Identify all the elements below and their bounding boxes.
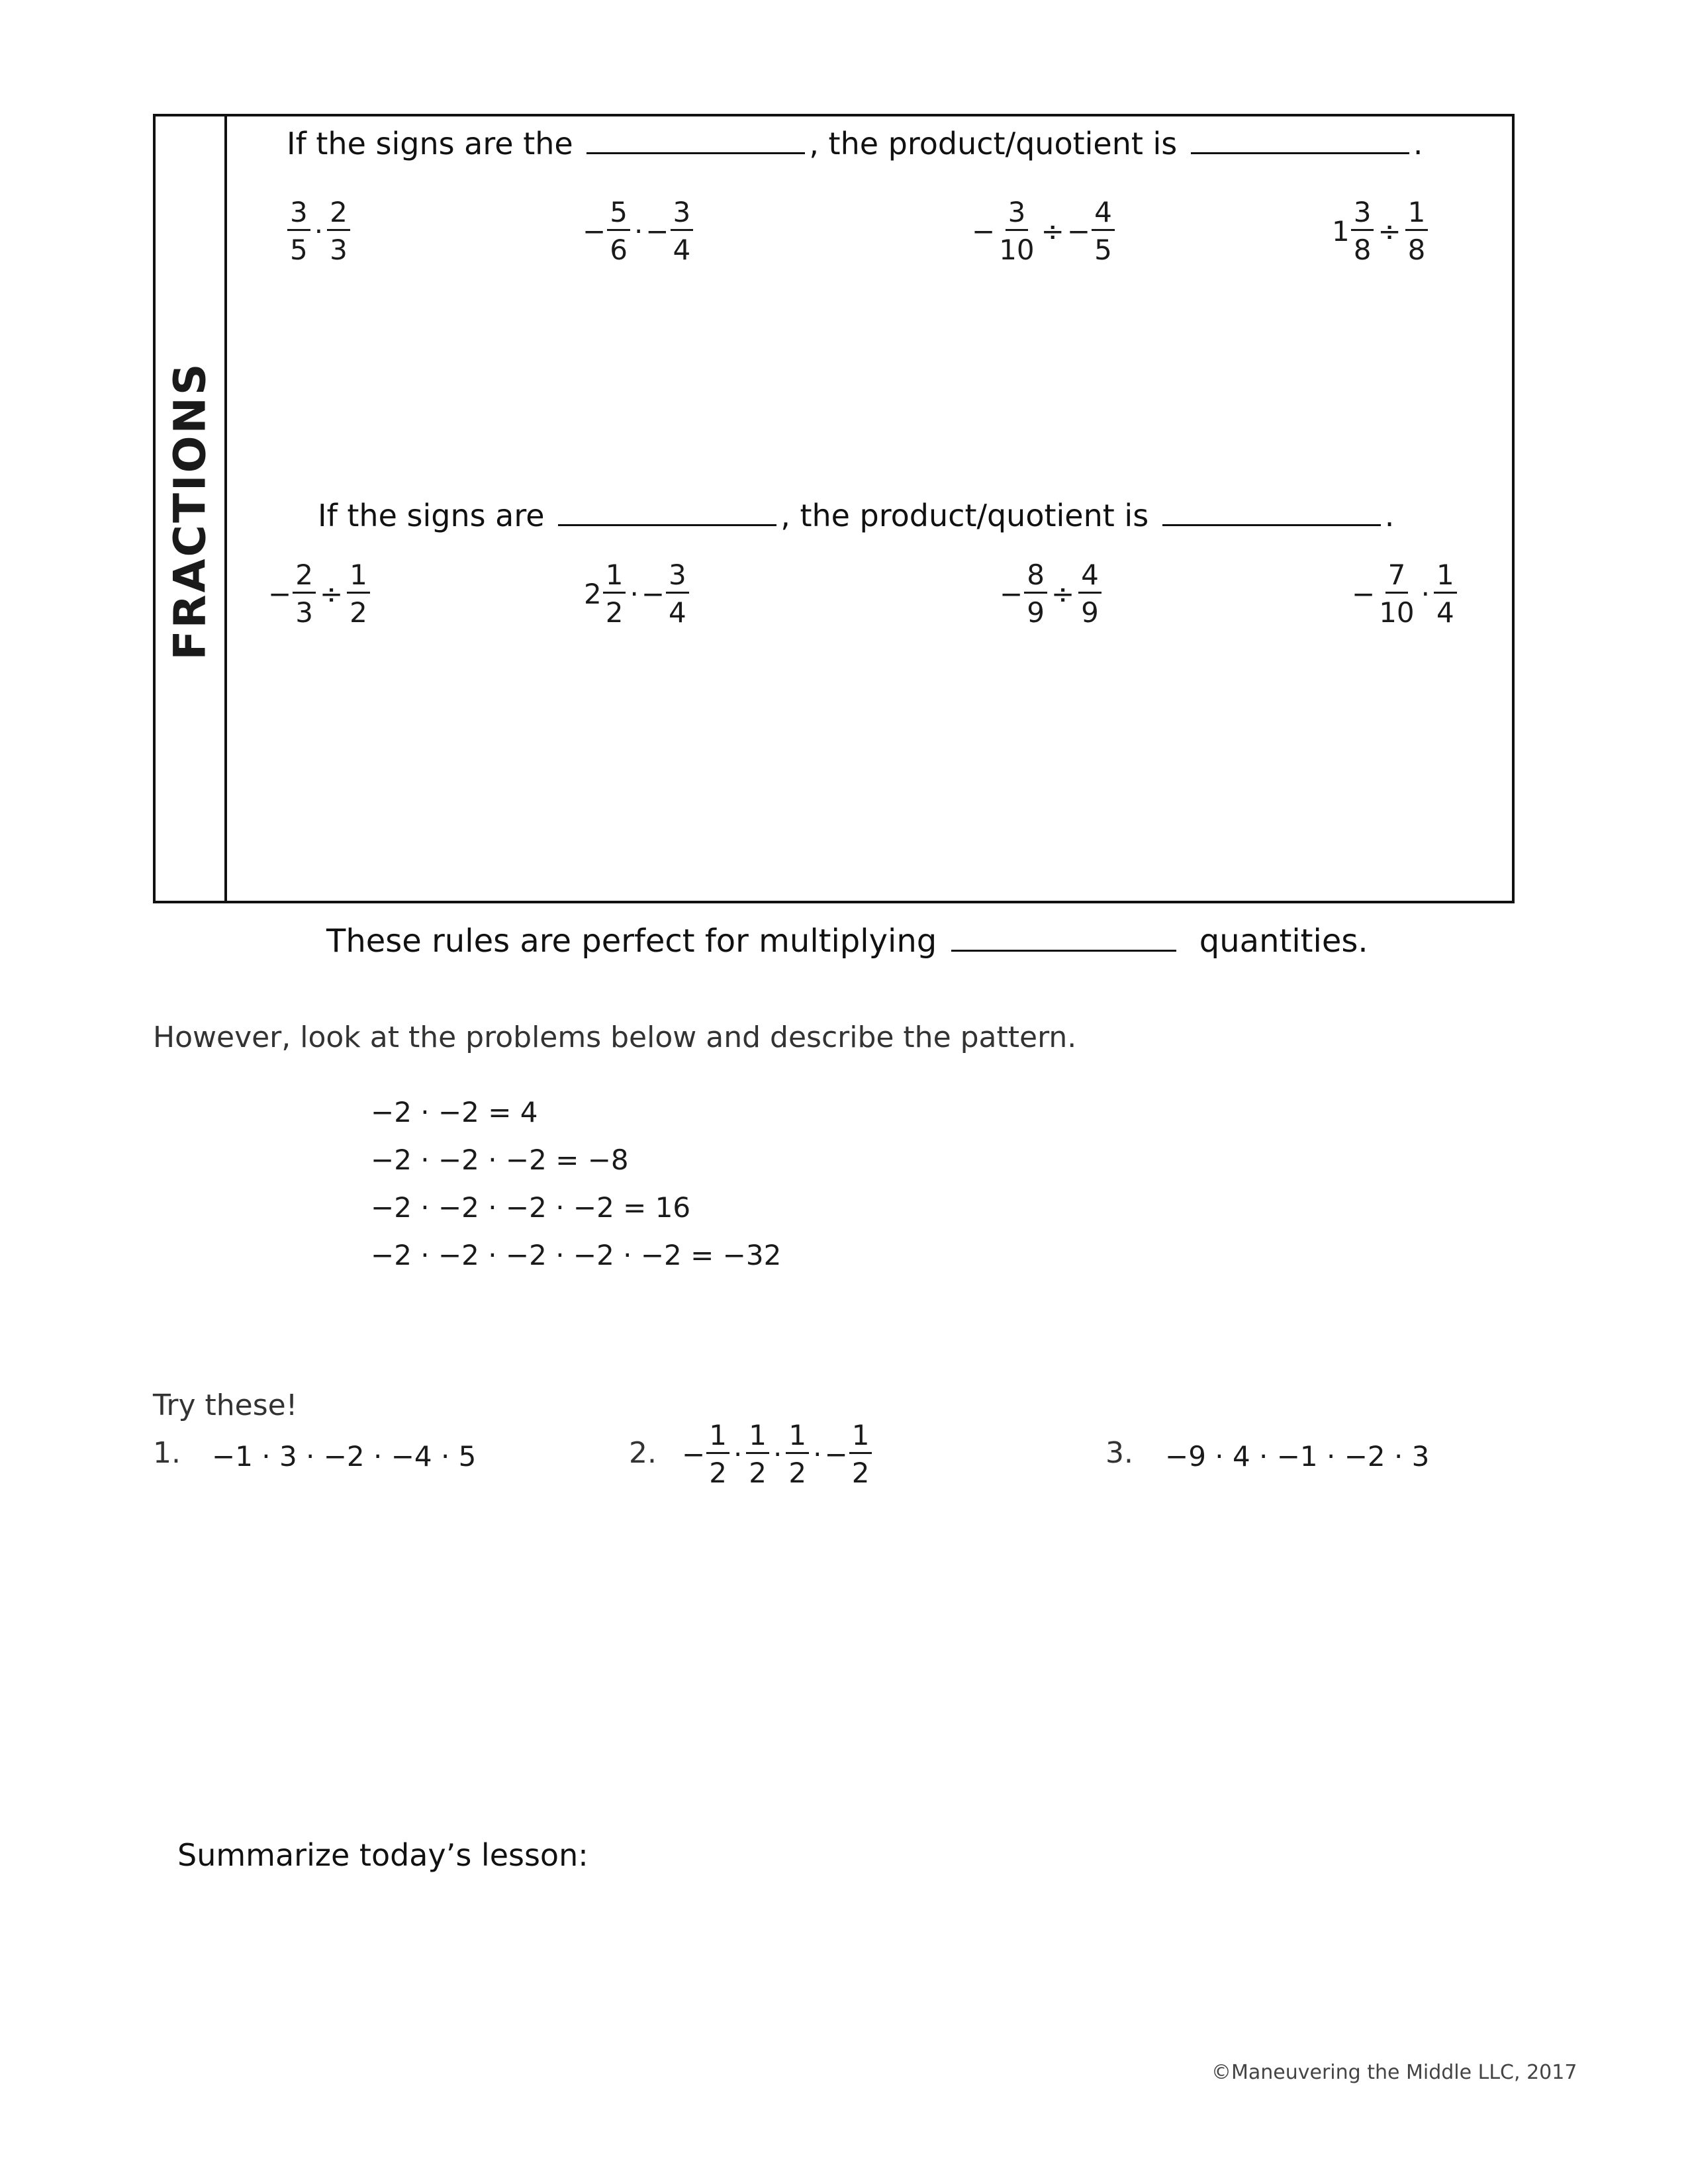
fraction-1 bbox=[603, 561, 626, 627]
numerator: 2 bbox=[327, 199, 350, 231]
fraction-2 bbox=[327, 196, 350, 266]
numerator: 3 bbox=[1351, 199, 1374, 231]
denominator: 4 bbox=[673, 234, 691, 266]
sign: − bbox=[641, 578, 665, 610]
fraction bbox=[746, 1419, 769, 1489]
rule1-end: . bbox=[1413, 126, 1423, 161]
rule-different-signs bbox=[318, 498, 1394, 533]
row2-problem bbox=[268, 561, 371, 627]
fraction-1 bbox=[1376, 561, 1417, 627]
operator: · bbox=[733, 1438, 743, 1471]
summarize-prompt: Summarize today’s lesson: bbox=[177, 1837, 588, 1873]
row1-problem bbox=[972, 196, 1116, 266]
fraction-1 bbox=[293, 561, 316, 627]
problem-1-expression: −1 · 3 · −2 · −4 · 5 bbox=[212, 1440, 477, 1473]
pattern-prompt: However, look at the problems below and describe the pattern. bbox=[153, 1021, 1077, 1054]
numerator: 1 bbox=[603, 561, 626, 594]
rule1-blank-2[interactable] bbox=[1191, 126, 1409, 154]
denominator: 9 bbox=[1081, 596, 1099, 629]
fraction bbox=[849, 1419, 872, 1489]
denominator: 2 bbox=[709, 1457, 727, 1489]
try-these-heading: Try these! bbox=[153, 1388, 298, 1422]
operator: ÷ bbox=[1051, 578, 1075, 610]
pattern-line: −2 · −2 = 4 bbox=[371, 1096, 538, 1128]
operator: · bbox=[633, 215, 643, 248]
numerator: 1 bbox=[1434, 561, 1457, 594]
prefix: − bbox=[268, 578, 292, 610]
denominator: 8 bbox=[1353, 234, 1372, 266]
rule1-blank-1[interactable] bbox=[586, 126, 805, 154]
numerator: 1 bbox=[706, 1422, 729, 1454]
fraction-1 bbox=[1351, 196, 1374, 266]
operator: · bbox=[773, 1438, 782, 1471]
row2-problem bbox=[584, 561, 690, 627]
problem-2-expression bbox=[682, 1419, 873, 1489]
numerator: 1 bbox=[849, 1422, 872, 1454]
denominator: 5 bbox=[1094, 234, 1112, 266]
rule2-text-a: If the signs are bbox=[318, 498, 545, 533]
prefix: 2 bbox=[584, 578, 602, 610]
problem-3-expression: −9 · 4 · −1 · −2 · 3 bbox=[1165, 1440, 1430, 1473]
sign: − bbox=[1066, 215, 1091, 248]
numerator: 3 bbox=[666, 561, 689, 594]
fraction bbox=[786, 1419, 809, 1489]
rule1-text-b: , the product/quotient is bbox=[809, 126, 1178, 161]
prefix: − bbox=[1000, 578, 1023, 610]
denominator: 4 bbox=[669, 596, 686, 629]
fraction-2 bbox=[347, 561, 370, 627]
row1-problem bbox=[1332, 196, 1429, 266]
operator: · bbox=[813, 1438, 822, 1471]
numerator: 1 bbox=[786, 1422, 809, 1454]
fraction-2 bbox=[1092, 196, 1115, 266]
rule1-text-a: If the signs are the bbox=[287, 126, 573, 161]
row1-problem bbox=[583, 196, 694, 266]
operator: · bbox=[630, 578, 639, 610]
denominator: 9 bbox=[1027, 596, 1045, 629]
rules-line-text-a: These rules are perfect for multiplying bbox=[326, 923, 937, 960]
problem-3-number: 3. bbox=[1105, 1436, 1133, 1470]
numerator: 5 bbox=[607, 199, 630, 231]
denominator: 3 bbox=[295, 596, 313, 629]
fraction-2 bbox=[666, 561, 689, 627]
pattern-line: −2 · −2 · −2 · −2 = 16 bbox=[371, 1191, 691, 1224]
denominator: 5 bbox=[290, 234, 308, 266]
rule2-blank-1[interactable] bbox=[558, 498, 776, 526]
numerator: 3 bbox=[287, 199, 310, 231]
denominator: 4 bbox=[1436, 596, 1454, 629]
denominator: 2 bbox=[350, 596, 367, 629]
denominator: 2 bbox=[788, 1457, 807, 1489]
numerator: 2 bbox=[293, 561, 316, 594]
rule2-blank-2[interactable] bbox=[1162, 498, 1381, 526]
numerator: 3 bbox=[1006, 199, 1029, 231]
denominator: 10 bbox=[999, 234, 1035, 266]
problem-1-number: 1. bbox=[153, 1436, 181, 1470]
row1-problem bbox=[286, 196, 352, 266]
rules-line-blank[interactable] bbox=[951, 923, 1176, 952]
row2-problem bbox=[1000, 561, 1103, 627]
operator: · bbox=[1421, 578, 1430, 610]
fraction-1 bbox=[996, 196, 1037, 266]
fraction-1 bbox=[607, 196, 630, 266]
operator: ÷ bbox=[1378, 215, 1401, 248]
denominator: 3 bbox=[330, 234, 348, 266]
operator: ÷ bbox=[319, 578, 344, 610]
prefix: − bbox=[583, 215, 606, 248]
pattern-line: −2 · −2 · −2 = −8 bbox=[371, 1144, 629, 1176]
numerator: 4 bbox=[1078, 561, 1102, 594]
fraction-2 bbox=[1078, 561, 1102, 627]
prefix: − bbox=[1352, 578, 1376, 610]
fraction bbox=[706, 1419, 729, 1489]
rule-same-signs bbox=[287, 126, 1423, 161]
fraction-1 bbox=[287, 196, 310, 266]
sign: − bbox=[824, 1438, 848, 1471]
pattern-line: −2 · −2 · −2 · −2 · −2 = −32 bbox=[371, 1239, 782, 1271]
row2-problem bbox=[1352, 561, 1458, 627]
operator: · bbox=[314, 215, 324, 248]
denominator: 2 bbox=[605, 596, 624, 629]
operator: ÷ bbox=[1041, 215, 1064, 248]
box-divider bbox=[224, 116, 227, 901]
prefix: − bbox=[972, 215, 996, 248]
numerator: 3 bbox=[671, 199, 694, 231]
rule2-end: . bbox=[1384, 498, 1395, 533]
rules-line-text-b: quantities. bbox=[1199, 923, 1368, 960]
problem-2-number: 2. bbox=[629, 1436, 657, 1470]
denominator: 8 bbox=[1407, 234, 1426, 266]
denominator: 6 bbox=[610, 234, 628, 266]
denominator: 2 bbox=[851, 1457, 870, 1489]
rule2-text-b: , the product/quotient is bbox=[780, 498, 1149, 533]
fraction-2 bbox=[1434, 561, 1457, 627]
sign: − bbox=[645, 215, 669, 248]
rules-line bbox=[326, 923, 1368, 960]
fraction-1 bbox=[1024, 561, 1047, 627]
prefix: 1 bbox=[1332, 215, 1350, 248]
numerator: 1 bbox=[347, 561, 370, 594]
copyright-footer: ©Maneuvering the Middle LLC, 2017 bbox=[1211, 2061, 1577, 2084]
numerator: 1 bbox=[1405, 199, 1429, 231]
side-label: FRACTIONS bbox=[164, 361, 216, 660]
numerator: 4 bbox=[1092, 199, 1115, 231]
sign: − bbox=[682, 1438, 706, 1471]
denominator: 2 bbox=[749, 1457, 767, 1489]
numerator: 8 bbox=[1024, 561, 1047, 594]
numerator: 7 bbox=[1385, 561, 1409, 594]
numerator: 1 bbox=[746, 1422, 769, 1454]
fraction-2 bbox=[671, 196, 694, 266]
denominator: 10 bbox=[1379, 596, 1415, 629]
fraction-2 bbox=[1405, 196, 1429, 266]
